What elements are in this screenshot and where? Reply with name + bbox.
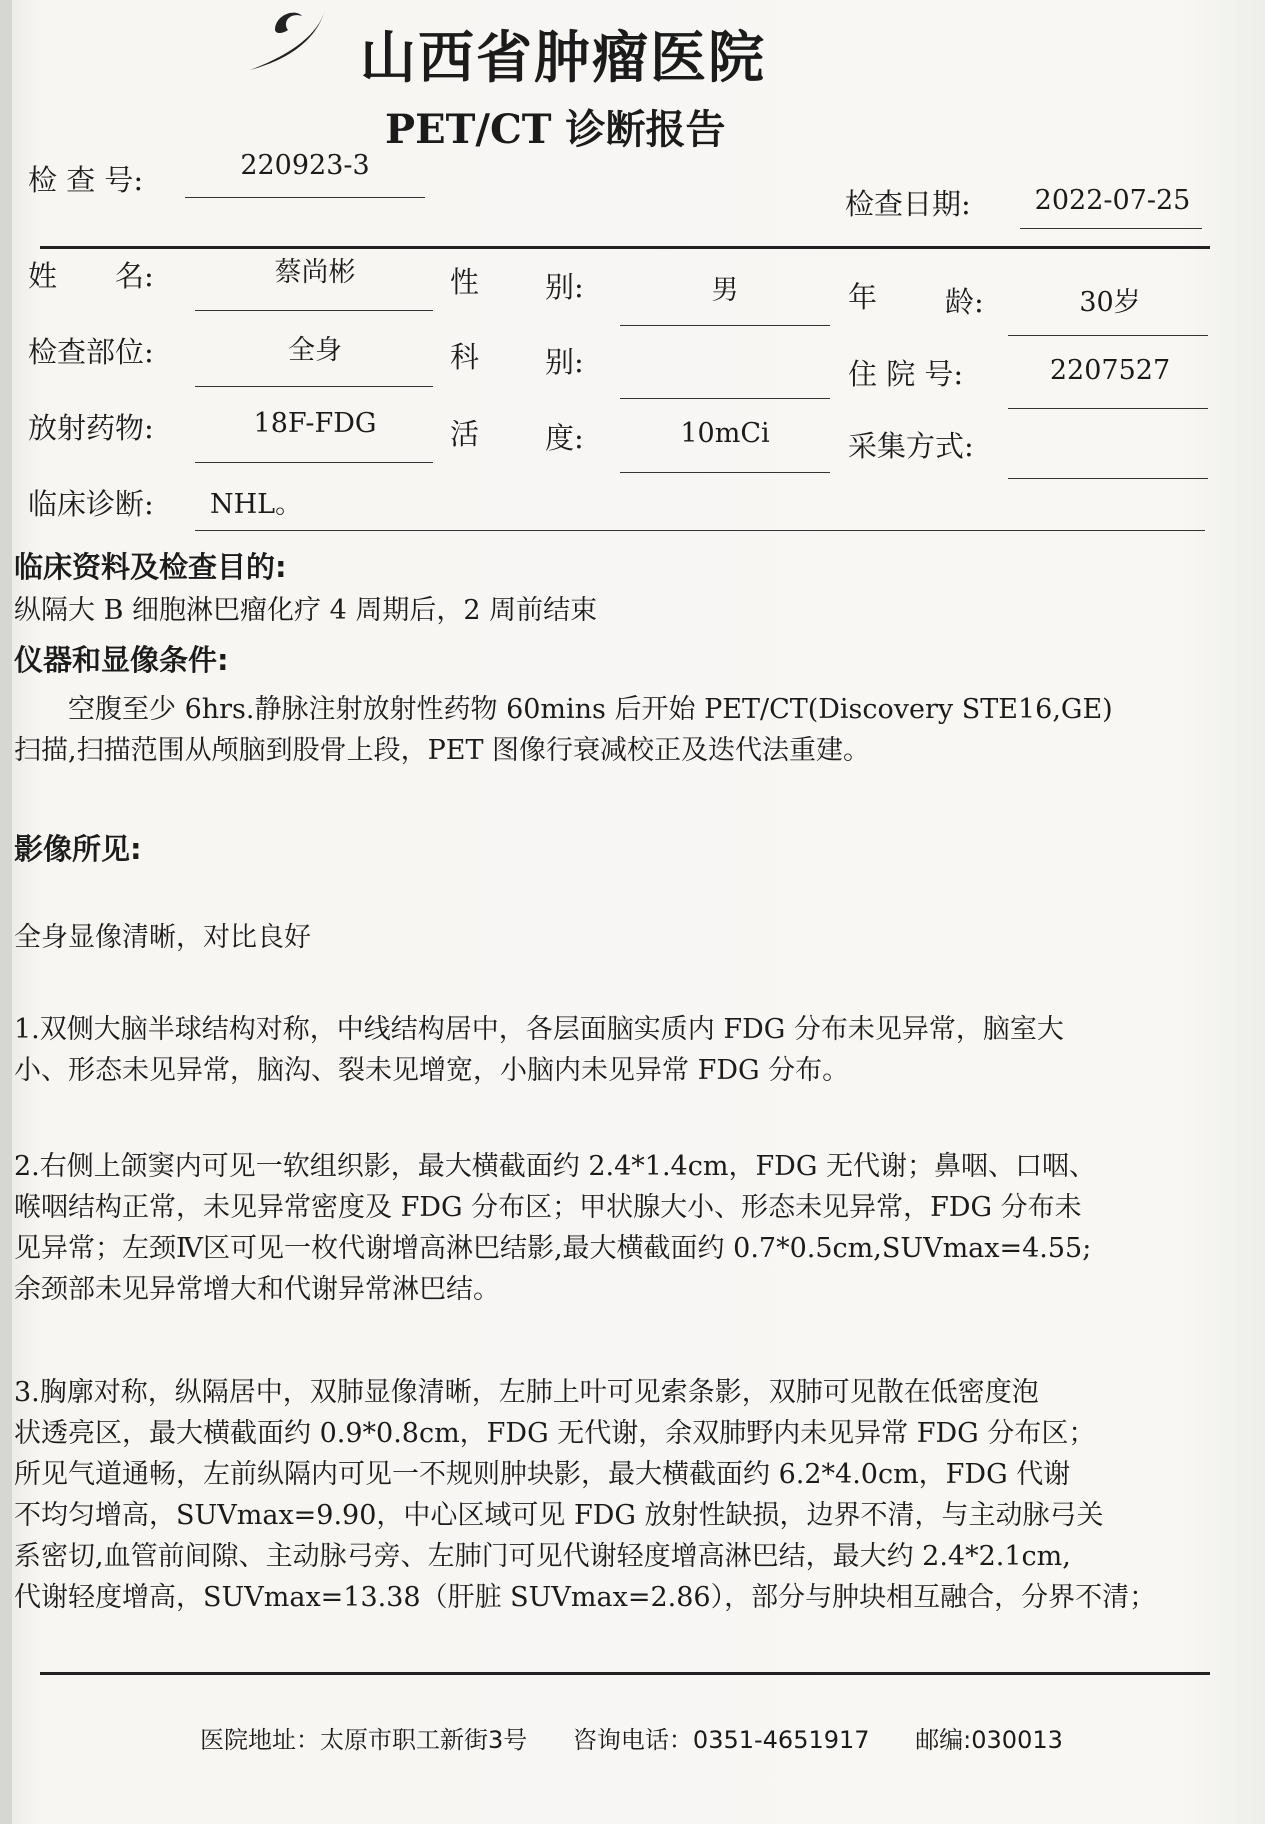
device-line: 扫描,扫描范围从颅脑到股骨上段，PET 图像行衰减校正及迭代法重建。: [14, 735, 871, 766]
exam-date-value: 2022-07-25: [1034, 185, 1191, 216]
clinical-dx-underline: [195, 530, 1205, 531]
footer-postcode: 邮编:030013: [915, 1726, 1063, 1754]
drug-label: 放射药物:: [28, 411, 154, 445]
clinical-text-line: 纵隔大 B 细胞淋巴瘤化疗 4 周期后，2 周前结束: [14, 595, 598, 626]
name-label: 姓 名:: [28, 259, 154, 293]
clinical-dx-label: 临床诊断:: [28, 487, 154, 521]
page-edge: [0, 0, 12, 1824]
acq-label: 采集方式:: [848, 429, 974, 463]
exam-no-value: 220923-3: [240, 150, 370, 181]
drug-value: 18F-FDG: [253, 408, 377, 439]
age-value: 30岁: [1079, 287, 1141, 318]
age-label-2: 龄:: [945, 285, 984, 319]
finding-2: [14, 1146, 1222, 1310]
footer-phone: 咨询电话：0351-4651917: [572, 1726, 870, 1754]
age-label-1: 年: [848, 280, 878, 314]
finding-1: [14, 1009, 1222, 1091]
overall-line: 全身显像清晰，对比良好: [14, 922, 311, 953]
sex-underline: [620, 325, 830, 326]
finding-line: 不均匀增高，SUVmax=9.90，中心区域可见 FDG 放射性缺损，边界不清，与主动脉弓关: [14, 1500, 1104, 1531]
finding-line: 1.双侧大脑半球结构对称，中线结构居中，各层面脑实质内 FDG 分布未见异常，脑室大: [14, 1014, 1064, 1045]
dept-label-1: 科: [450, 340, 480, 374]
drug-underline: [195, 462, 433, 463]
clinical-dx-value: NHL。: [210, 489, 303, 520]
acq-underline: [1008, 478, 1208, 479]
findings-heading: 影像所见:: [14, 832, 142, 866]
finding-line: 小、形态未见异常，脑沟、裂未见增宽，小脑内未见异常 FDG 分布。: [14, 1055, 850, 1086]
device-paragraph: [14, 689, 1222, 771]
overall-text: [14, 917, 1222, 958]
finding-line: 系密切,血管前间隙、主动脉弓旁、左肺门可见代谢轻度增高淋巴结，最大约 2.4*2.1cm,: [14, 1541, 1071, 1572]
finding-line: 代谢轻度增高，SUVmax=13.38（肝脏 SUVmax=2.86），部分与肿块相互融合，分界不清；: [14, 1582, 1157, 1613]
name-underline: [195, 310, 433, 311]
footer: [200, 1720, 1101, 1755]
finding-line: 喉咽结构正常，未见异常密度及 FDG 分布区；甲状腺大小、形态未见异常，FDG 分布未: [14, 1192, 1082, 1223]
footer-divider: [40, 1672, 1210, 1675]
exam-no-underline: [185, 197, 425, 198]
inpatient-value: 2207527: [1049, 355, 1171, 386]
exam-date-label: 检查日期:: [845, 187, 971, 221]
activity-underline: [620, 472, 830, 473]
site-underline: [195, 386, 433, 387]
inpatient-underline: [1008, 408, 1208, 409]
hospital-name: 山西省肿瘤医院: [360, 26, 766, 91]
name-value: 蔡尚彬: [274, 257, 356, 288]
activity-label-2: 度:: [545, 421, 584, 455]
dept-label-2: 别:: [545, 345, 584, 379]
site-label: 检查部位:: [28, 335, 154, 369]
header-divider: [40, 246, 1210, 249]
site-value: 全身: [288, 335, 342, 366]
finding-line: 见异常；左颈Ⅳ区可见一枚代谢增高淋巴结影,最大横截面约 0.7*0.5cm,SUVmax=4.55;: [14, 1233, 1092, 1264]
sex-value: 男: [711, 275, 739, 306]
age-underline: [1008, 335, 1208, 336]
activity-label-1: 活: [450, 417, 480, 451]
dept-underline: [620, 398, 830, 399]
clinical-text: [14, 590, 1222, 631]
report-title: PET/CT 诊断报告: [385, 106, 726, 153]
footer-address: 医院地址：太原市职工新街3号: [200, 1726, 528, 1754]
finding-line: 3.胸廓对称，纵隔居中，双肺显像清晰，左肺上叶可见索条影，双肺可见散在低密度泡: [14, 1377, 1039, 1408]
finding-line: 所见气道通畅，左前纵隔内可见一不规则肿块影，最大横截面约 6.2*4.0cm，FDG 代谢: [14, 1459, 1071, 1490]
device-heading: 仪器和显像条件:: [14, 643, 229, 677]
device-line: 空腹至少 6hrs.静脉注射放射性药物 60mins 后开始 PET/CT(Discovery STE16,GE): [14, 694, 1113, 725]
finding-line: 2.右侧上颌窦内可见一软组织影，最大横截面约 2.4*1.4cm，FDG 无代谢；鼻咽、口咽、: [14, 1151, 1096, 1182]
clinical-heading: 临床资料及检查目的:: [14, 550, 287, 584]
hospital-logo-icon: [230, 0, 350, 80]
inpatient-label: 住 院 号:: [848, 357, 964, 391]
sex-label-2: 别:: [545, 270, 584, 304]
finding-line: 状透亮区，最大横截面约 0.9*0.8cm，FDG 无代谢，余双肺野内未见异常 FDG 分布区；: [14, 1418, 1096, 1449]
sex-label-1: 性: [450, 265, 480, 299]
exam-no-label: 检 查 号:: [28, 163, 144, 197]
finding-line: 余颈部未见异常增大和代谢异常淋巴结。: [14, 1274, 500, 1305]
exam-date-underline: [1020, 228, 1202, 229]
finding-3: [14, 1372, 1222, 1618]
activity-value: 10mCi: [680, 418, 770, 449]
